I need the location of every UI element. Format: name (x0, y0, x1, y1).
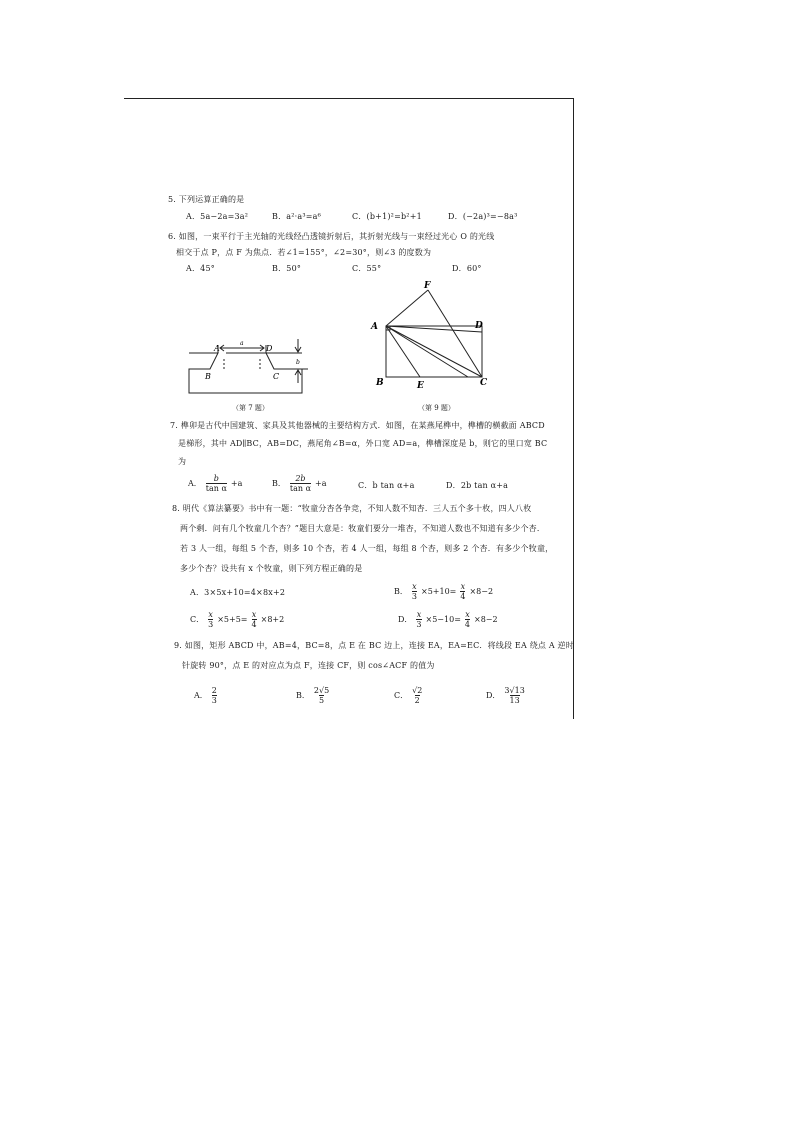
q8-option-d-frac1-den: 3 (416, 620, 422, 629)
q8-option-b-end: ×8−2 (469, 587, 494, 596)
q7-option-b-tail: +a (314, 479, 327, 488)
q8-option-d-frac2-num: x (465, 610, 470, 619)
q8-option-c-frac2-den: 4 (251, 620, 257, 629)
q8-option-d-frac2-den: 4 (464, 620, 470, 629)
fig7-label-d-point: D (266, 344, 273, 353)
q8-option-b-frac2-num: x (460, 582, 466, 591)
q8-line1: 8. 明代《算法纂要》书中有一题：“牧童分杏各争竞，不知人数不知杏．三人五个多十枚，四人八枚 (172, 504, 532, 513)
q7-option-b-fraction (290, 474, 311, 493)
q9-option-b-label: B． (296, 691, 310, 700)
q8-option-d-end: ×8−2 (474, 615, 498, 624)
q7-option-a-fraction (206, 474, 227, 493)
q8-option-b-label: B． (394, 587, 408, 596)
q9-option-a (194, 686, 217, 705)
fig9-label-d-point: D (475, 321, 483, 331)
fig9-label-b-point: B (376, 378, 384, 388)
q9-option-d-fraction (504, 686, 524, 705)
q8-option-b-frac2 (460, 582, 465, 601)
q8-option-c (190, 610, 284, 629)
q8-option-d (398, 610, 498, 629)
page-frame-top-border (124, 98, 573, 99)
q8-option-c-frac2-num: x (251, 610, 257, 619)
q7-option-b-numerator: 2b (295, 474, 306, 483)
fig7-label-a-point: A (214, 344, 220, 353)
fig7-label-depth-b: b (296, 359, 300, 366)
page-frame-right-border (573, 98, 574, 719)
q6-option-c: C．55° (352, 264, 382, 273)
q8-option-b-frac1-den: 3 (411, 592, 417, 601)
q7-option-d: D．2b tan α+a (446, 481, 509, 490)
q9-option-a-denominator: 3 (211, 696, 217, 705)
q6-line1: 6. 如图，一束平行于主光轴的光线经凸透镜折射后，其折射光线与一束经过光心 O 的光线 (168, 232, 495, 241)
q7-line3: 为 (178, 457, 187, 466)
q8-option-d-frac1 (416, 610, 421, 629)
q9-option-c (394, 686, 422, 705)
q8-option-c-frac2 (252, 610, 257, 629)
q8-option-b-frac1-num: x (412, 582, 417, 591)
q8-option-d-mid: ×5−10= (425, 615, 461, 624)
q6-option-b: B．50° (272, 264, 302, 273)
fig9-label-e-point: E (417, 381, 424, 391)
q7-option-b-denominator: tan α (289, 484, 311, 493)
q8-option-a: A．3×5x+10=4×8x+2 (190, 588, 286, 597)
q8-option-b-frac1 (412, 582, 417, 601)
q5-option-d: D．(−2a)³=−8a³ (448, 212, 518, 221)
q9-line2: 针旋转 90°，点 E 的对应点为点 F，连接 CF，则 cos∠ACF 的值为 (182, 661, 435, 670)
q8-option-b-frac2-den: 4 (460, 592, 466, 601)
q8-option-c-frac1 (208, 610, 213, 629)
figure-9-rectangle-diagram (368, 280, 498, 390)
q7-line2: 是梯形，其中 AD∥BC，AB=DC，燕尾角∠B=α，外口宽 AD=a，榫槽深度是 b，则它的里口宽 BC (178, 439, 548, 448)
q9-option-d-label: D． (486, 691, 501, 700)
q7-option-a-numerator: b (213, 474, 219, 483)
q8-option-c-frac1-num: x (208, 610, 213, 619)
q9-option-c-label: C． (394, 691, 409, 700)
fig9-label-c-point: C (480, 378, 488, 388)
q6-option-a: A．45° (186, 264, 215, 273)
q8-option-c-mid: ×5+5= (217, 615, 248, 624)
q8-line4: 多少个杏？设共有 x 个牧童，则下列方程正确的是 (180, 564, 363, 573)
q7-option-a-tail: +a (230, 479, 243, 488)
q8-option-d-frac2 (465, 610, 470, 629)
q9-option-d-numerator: 3√13 (504, 686, 525, 695)
q8-line3: 若 3 人一组，每组 5 个杏，则多 10 个杏，若 4 人一组，每组 8 个杏，则多 2 个杏．有多少个牧童， (180, 544, 554, 553)
q9-option-a-label: A． (194, 691, 208, 700)
q5-stem: 5. 下列运算正确的是 (168, 195, 245, 204)
q9-option-b-numerator: 2√5 (313, 686, 330, 695)
q9-option-b (296, 686, 329, 705)
figure-7-dovetail-diagram (180, 335, 310, 400)
q9-option-c-denominator: 2 (414, 696, 420, 705)
q7-option-b-label: B． (272, 479, 286, 488)
q9-option-d-denominator: 13 (509, 696, 520, 705)
q8-option-d-frac1-num: x (416, 610, 422, 619)
q8-option-b-mid: ×5+10= (420, 587, 457, 596)
q7-option-c: C．b tan α+a (358, 481, 415, 490)
q7-line1: 7. 榫卯是古代中国建筑、家具及其他器械的主要结构方式．如图，在某燕尾榫中，榫槽的横截面 ABCD (170, 421, 545, 430)
q9-option-c-fraction (412, 686, 422, 705)
q9-line1: 9. 如图，矩形 ABCD 中，AB=4，BC=8，点 E 在 BC 边上，连接 EA，EA=EC．将线段 EA 绕点 A 逆时 (174, 641, 574, 650)
q6-option-d: D．60° (452, 264, 482, 273)
fig9-caption: （第 9 题） (418, 404, 455, 412)
q5-option-c: C．(b+1)²=b²+1 (352, 212, 422, 221)
q7-option-a-denominator: tan α (205, 484, 227, 493)
q9-option-b-denominator: 5 (318, 696, 325, 705)
q7-option-b (272, 474, 326, 493)
q7-option-a (188, 474, 242, 493)
q8-option-c-label: C． (190, 615, 205, 624)
q8-option-c-frac1-den: 3 (208, 620, 214, 629)
q9-option-c-numerator: √2 (412, 686, 423, 695)
fig9-label-a-point: A (371, 322, 378, 332)
fig7-label-c-point: C (273, 372, 280, 381)
q5-option-b: B．a²·a³=a⁶ (272, 212, 322, 221)
q8-option-d-label: D． (398, 615, 413, 624)
q9-option-a-fraction (212, 686, 217, 705)
q8-option-b (394, 582, 493, 601)
q7-option-a-label: A． (188, 479, 202, 488)
q9-option-b-fraction (314, 686, 329, 705)
fig7-label-width-a: a (240, 340, 244, 347)
q5-option-a: A．5a−2a=3a² (186, 212, 249, 221)
q8-line2: 两个剩．问有几个牧童几个杏？”题目大意是：牧童们要分一堆杏，不知道人数也不知道有多少个杏． (180, 524, 546, 533)
fig7-label-b-point: B (205, 372, 211, 381)
fig9-label-f-point: F (424, 281, 431, 291)
q8-option-c-end: ×8+2 (260, 615, 285, 624)
q9-option-a-numerator: 2 (211, 686, 217, 695)
fig7-caption: （第 7 题） (232, 404, 269, 412)
q6-line2: 相交于点 P，点 F 为焦点．若∠1=155°，∠2=30°，则∠3 的度数为 (176, 248, 432, 257)
q9-option-d (486, 686, 525, 705)
